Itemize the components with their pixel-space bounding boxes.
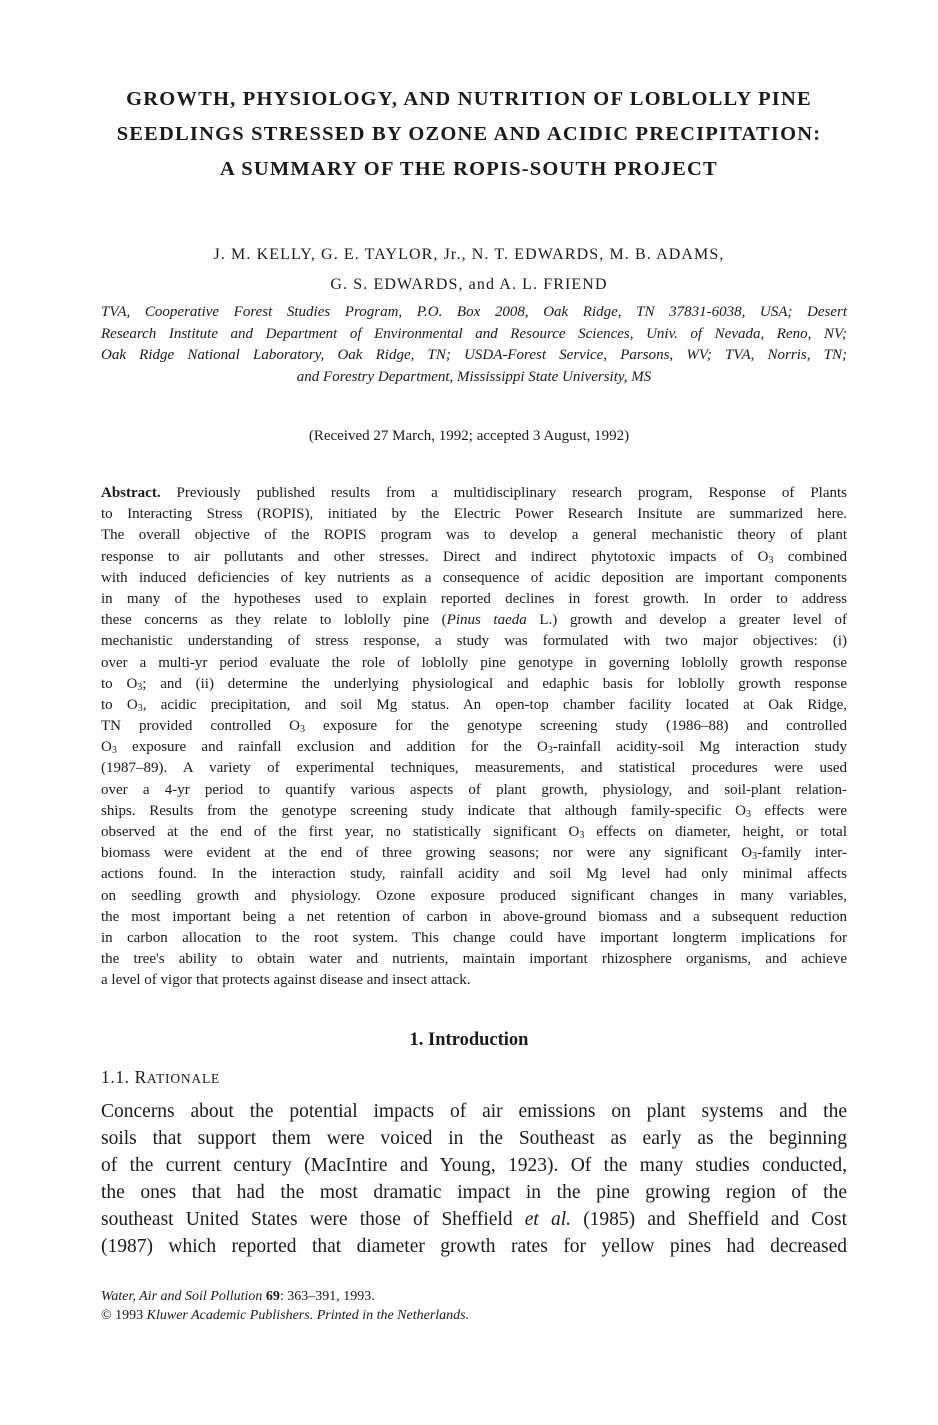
body-text: [101, 1098, 847, 1260]
author-line: G. S. EDWARDS, and A. L. FRIEND: [330, 276, 608, 293]
copyright-line: [101, 1306, 469, 1325]
abstract-text: in many of the hypotheses used to explain reported declines in forest growth. In order to address: [101, 590, 847, 607]
abstract-text: -rainfall acidity-soil Mg interaction study: [552, 739, 847, 756]
abstract-text: exposure and rainfall exclusion and addition for the O: [116, 739, 548, 756]
subscript: 3: [137, 702, 143, 714]
affiliations: [101, 302, 847, 388]
affiliation-line: TVA, Cooperative Forest Studies Program, P.O. Box 2008, Oak Ridge, TN 37831-6038, USA; Desert: [101, 304, 847, 320]
body-line: (1987) which reported that diameter growth rates for yellow pines had decreased: [101, 1236, 847, 1257]
abstract-text: a level of vigor that protects against disease and insect attack.: [101, 972, 471, 989]
abstract-text: (1987–89). A variety of experimental techniques, measurements, and statistical procedures were used: [101, 760, 847, 777]
species-name: Pinus taeda: [446, 612, 527, 629]
abstract-text: observed at the end of the first year, no statistically significant O: [101, 824, 580, 840]
abstract: [101, 483, 847, 992]
subsection-title: RATIONALE: [134, 1067, 221, 1087]
abstract-text: the tree's ability to obtain water and nutrients, maintain important rhizosphere organisms, and achieve: [101, 951, 847, 968]
affiliation-line: Oak Ridge National Laboratory, Oak Ridge, TN; USDA-Forest Service, Parsons, WV; TVA, Norris, TN;: [101, 347, 847, 363]
subscript: 3: [579, 830, 585, 841]
abstract-label: Abstract.: [101, 485, 161, 501]
subscript: 3: [768, 554, 774, 566]
abstract-text: with induced deficiencies of key nutrients as a consequence of acidic deposition are important components: [101, 569, 847, 586]
abstract-text: O: [101, 739, 112, 756]
journal-volume: 69: [265, 1289, 280, 1304]
journal-pages: : 363–391, 1993.: [279, 1289, 375, 1304]
body-line: (1985) and Sheffield and Cost: [571, 1209, 847, 1230]
abstract-text: combined: [773, 548, 847, 565]
journal-citation: [101, 1287, 469, 1306]
abstract-text: TN provided controlled O: [101, 718, 300, 735]
abstract-text: exposure for the genotype screening study (1986–88) and controlled: [305, 718, 847, 735]
abstract-text: over a multi-yr period evaluate the role of loblolly pine genotype in governing loblolly growth response: [101, 654, 847, 671]
subscript: 3: [752, 851, 758, 863]
abstract-text: these concerns as they relate to loblolly pine (: [101, 612, 447, 629]
abstract-text: -family inter-: [757, 845, 847, 862]
title-line: A SUMMARY OF THE ROPIS-SOUTH PROJECT: [220, 158, 718, 180]
abstract-text: The overall objective of the ROPIS program was to develop a general mechanistic theory of plant: [101, 527, 847, 544]
body-line: Concerns about the potential impacts of air emissions on plant systems and the: [101, 1101, 847, 1122]
subsection-number: 1.1.: [101, 1067, 130, 1087]
abstract-text: to O: [101, 675, 138, 692]
abstract-text: actions found. In the interaction study, rainfall acidity and soil Mg level had only minimal affects: [101, 866, 847, 883]
abstract-text: to O: [101, 696, 138, 713]
journal-name: Water, Air and Soil Pollution: [101, 1289, 263, 1304]
body-line: soils that support them were voiced in the Southeast as early as the beginning: [101, 1128, 847, 1149]
abstract-text: in carbon allocation to the root system. This change could have important longterm implications for: [101, 929, 847, 946]
abstract-text: , acidic precipitation, and soil Mg status. An open-top chamber facility located at Oak Ridge,: [142, 696, 847, 713]
abstract-text: the most important being a net retention of carbon in above-ground biomass and a subsequent reduction: [101, 908, 847, 925]
abstract-text: response to air pollutants and other stresses. Direct and indirect phytotoxic impacts of O: [101, 548, 769, 565]
abstract-text: mechanistic understanding of stress response, a study was formulated with two major objectives: (i): [101, 633, 847, 650]
affiliation-line: and Forestry Department, Mississippi State University, MS: [296, 368, 652, 385]
abstract-text: ; and (ii) determine the underlying physiological and edaphic basis for loblolly growth response: [142, 675, 847, 692]
subscript: 3: [745, 808, 751, 820]
body-line: of the current century (MacIntire and Young, 1923). Of the many studies conducted,: [101, 1155, 847, 1176]
abstract-text: effects were: [750, 802, 847, 819]
abstract-text: to Interacting Stress (ROPIS), initiated by the Electric Power Research Insitute are summarized here.: [101, 506, 847, 523]
abstract-text: L.) growth and develop a greater level of: [526, 612, 847, 629]
abstract-text: effects on diameter, height, or total: [584, 824, 847, 840]
title-line: SEEDLINGS STRESSED BY OZONE AND ACIDIC PRECIPITATION:: [116, 123, 822, 145]
abstract-text: on seedling growth and physiology. Ozone exposure produced significant changes in many variables,: [101, 887, 847, 904]
copyright-year: © 1993: [101, 1308, 144, 1323]
subscript: 3: [547, 745, 553, 757]
subscript: 3: [137, 681, 143, 693]
paper-title: [60, 82, 878, 187]
subscript: 3: [111, 745, 117, 757]
subscript: 3: [300, 724, 305, 736]
affiliation-line: Research Institute and Department of Environmental and Resource Sciences, Univ. of Nevada, Reno, NV;: [101, 325, 847, 342]
abstract-text: ships. Results from the genotype screening study indicate that although family-specific O: [101, 802, 746, 819]
received-dates: (Received 27 March, 1992; accepted 3 August, 1992): [308, 428, 630, 444]
body-line: the ones that had the most dramatic impact in the pine growing region of the: [101, 1182, 847, 1203]
section-heading: 1. Introduction: [409, 1030, 529, 1050]
page-footer: [101, 1287, 469, 1325]
author-line: J. M. KELLY, G. E. TAYLOR, Jr., N. T. EDWARDS, M. B. ADAMS,: [213, 246, 725, 263]
abstract-text: Previously published results from a multidisciplinary research program, Response of Plants: [176, 485, 847, 501]
title-line: GROWTH, PHYSIOLOGY, AND NUTRITION OF LOBLOLLY PINE: [126, 88, 812, 110]
author-list: [60, 240, 878, 300]
publisher: Kluwer Academic Publishers. Printed in the Netherlands.: [146, 1308, 470, 1323]
subsection-heading: [101, 1067, 220, 1088]
abstract-text: over a 4-yr period to quantify various aspects of plant growth, physiology, and soil-plant relation-: [101, 781, 847, 798]
abstract-text: biomass were evident at the end of three growing seasons; nor were any significant O: [101, 845, 753, 862]
body-line: southeast United States were those of Sheffield: [101, 1209, 525, 1230]
citation-etal: et al.: [524, 1209, 572, 1230]
